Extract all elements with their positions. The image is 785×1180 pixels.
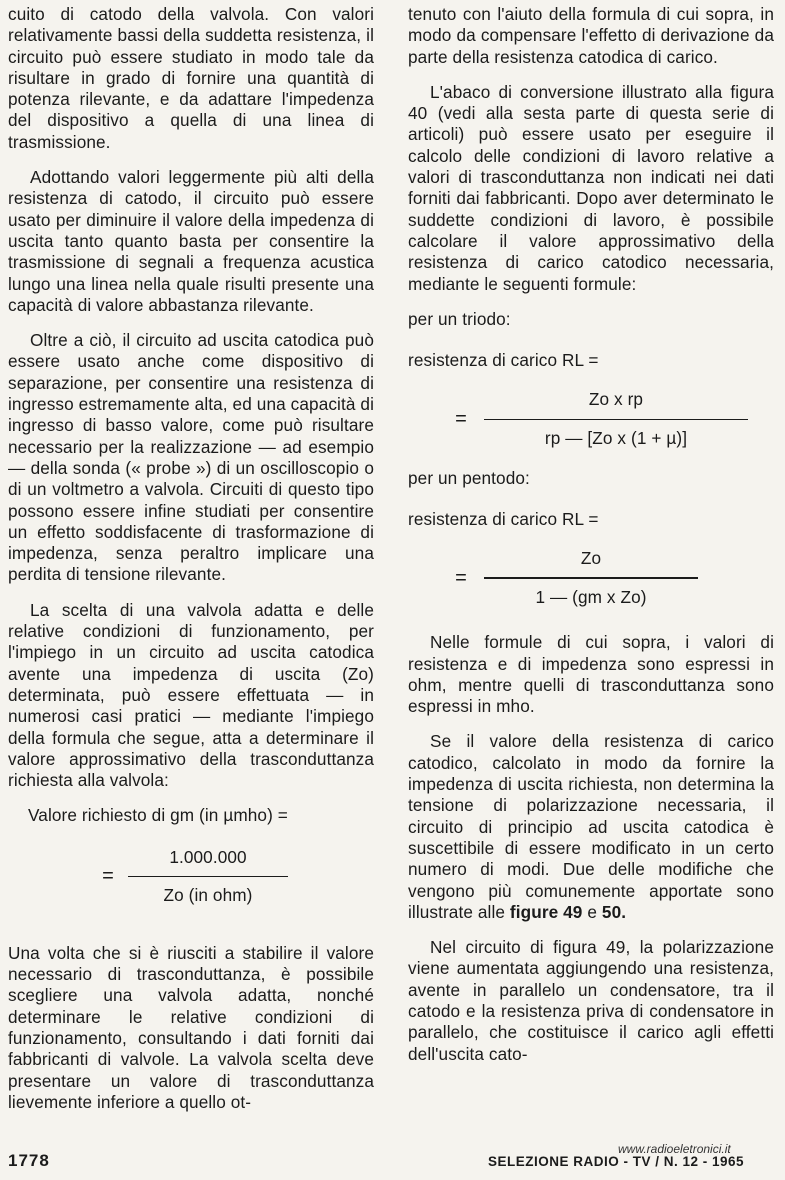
page-number: 1778 (8, 1151, 50, 1170)
magazine-footer: SELEZIONE RADIO - TV / N. 12 - 1965 (488, 1154, 745, 1169)
conjunction: e (587, 901, 598, 922)
fraction (484, 389, 748, 449)
fraction (484, 548, 698, 608)
paragraph (408, 731, 774, 923)
fraction (128, 847, 288, 907)
pentode-rl-label: resistenza di carico RL = (408, 508, 599, 529)
paragraph: cuito di catodo della valvola. Con valori relativamente bassi della suddetta resistenza, il circuito può essere studiato in modo tale da risultare in grado di fornire una quantità di potenza rilevante, e da adattare l'impedenza del dispositivo a quella di una linea di trasmissione. (8, 4, 374, 152)
numerator: 1.000.000 (169, 846, 247, 867)
pentode-formula (438, 548, 698, 608)
formula-label: Valore richiesto di gm (in µmho) = (28, 805, 288, 826)
paragraph: La scelta di una valvola adatta e delle relative condizioni di funzionamento, per l'impiego in un circuito ad uscita catodica avente una impedenza di uscita (Zo) determinata, può essere effettuata — in numerosi casi pratici — mediante l'impiego della formula che segue, atta a determinare il valore approssimativo della trasconduttanza richiesta alla valvola: (8, 599, 374, 791)
triode-label: per un triodo: (408, 308, 511, 329)
paragraph-text: Se il valore della resistenza di carico catodico, calcolato in modo da fornire la impedenza di uscita richiesta, non determina la tensione di polarizzazione necessaria, il circuito di principio ad uscita catodica è suscettibile di essere modificato in un certo numero di modi. Due delle modifiche che vengono più comunemente apportate sono illustrate alle (408, 731, 774, 922)
paragraph: L'abaco di conversione illustrato alla figura 40 (vedi alla sesta parte di questa serie di articoli) può essere usato per eseguire il calcolo delle condizioni di lavoro relative a valori di trasconduttanza non indicati nei dati forniti dai fabbricanti. Dopo aver determinato le suddette condizioni di lavoro, è possibile calcolare il valore approssimativo della resistenza di carico catodico necessaria, mediante le seguenti formule: (408, 81, 774, 294)
pentode-label: per un pentodo: (408, 467, 530, 488)
paragraph: tenuto con l'aiuto della formula di cui sopra, in modo da compensare l'effetto di derivazione da parte della resistenza catodica di carico. (408, 4, 774, 67)
equals-sign: = (455, 566, 467, 589)
paragraph: Oltre a ciò, il circuito ad uscita catodica può essere usato anche come dispositivo di separazione, per consentire una resistenza di ingresso estremamente alta, ed una capacità di ingresso di basso valore, come può risultare necessario per la realizzazione — ad esempio — della sonda (« probe ») di un oscilloscopio o di un voltmetro a valvola. Circuiti di questo tipo possono essere infine studiati per consentire un effetto soddisfacente di trasformazione di impedenza, senza peraltro implicare una perdita di tensione rilevante. (8, 330, 374, 585)
figure-reference: 50. (601, 901, 627, 922)
denominator: 1 — (gm x Zo) (535, 586, 647, 607)
paragraph: Nel circuito di figura 49, la polarizzazione viene aumentata aggiungendo una resistenza, avente in parallelo un condensatore, tra il catodo e la resistenza priva di condensatore in parallelo, che costituisce il carico agli effetti dell'uscita cato- (408, 937, 774, 1064)
watermark: www.radioeletronici.it (618, 1142, 731, 1156)
paragraph: Una volta che si è riusciti a stabilire il valore necessario di trasconduttanza, è possibile scegliere una valvola adatta, nonché determinare le relative condizioni di funzionamento, consultando i dati forniti dai fabbricanti di valvole. La valvola scelta deve presentare un valore di trasconduttanza lievemente inferiore a quello ot- (8, 942, 374, 1112)
triode-rl-label: resistenza di carico RL = (408, 350, 599, 371)
numerator: Zo x rp (588, 389, 644, 410)
paragraph: Adottando valori leggermente più alti della resistenza di catodo, il circuito può essere usato per diminuire il valore della impedenza di uscita tanto quanto basta per consentire la trasmissione di segnali a frequenza acustica lungo una linea nella quale risulti presente una capacità di valore abbastanza rilevante. (8, 167, 374, 315)
left-column (8, 4, 374, 1127)
paragraph: Nelle formule di cui sopra, i valori di resistenza e di impedenza sono espressi in ohm, mentre quelli di trasconduttanza sono espressi in mho. (408, 632, 774, 717)
triode-formula (438, 389, 748, 449)
denominator: rp — [Zo x (1 + µ)] (544, 428, 688, 449)
numerator: Zo (580, 548, 602, 569)
equals-sign: = (102, 865, 114, 888)
figure-reference: figure 49 (509, 901, 583, 922)
equals-sign: = (455, 407, 467, 430)
denominator: Zo (in ohm) (163, 885, 253, 906)
gm-formula (88, 847, 288, 907)
right-column (408, 4, 774, 1079)
